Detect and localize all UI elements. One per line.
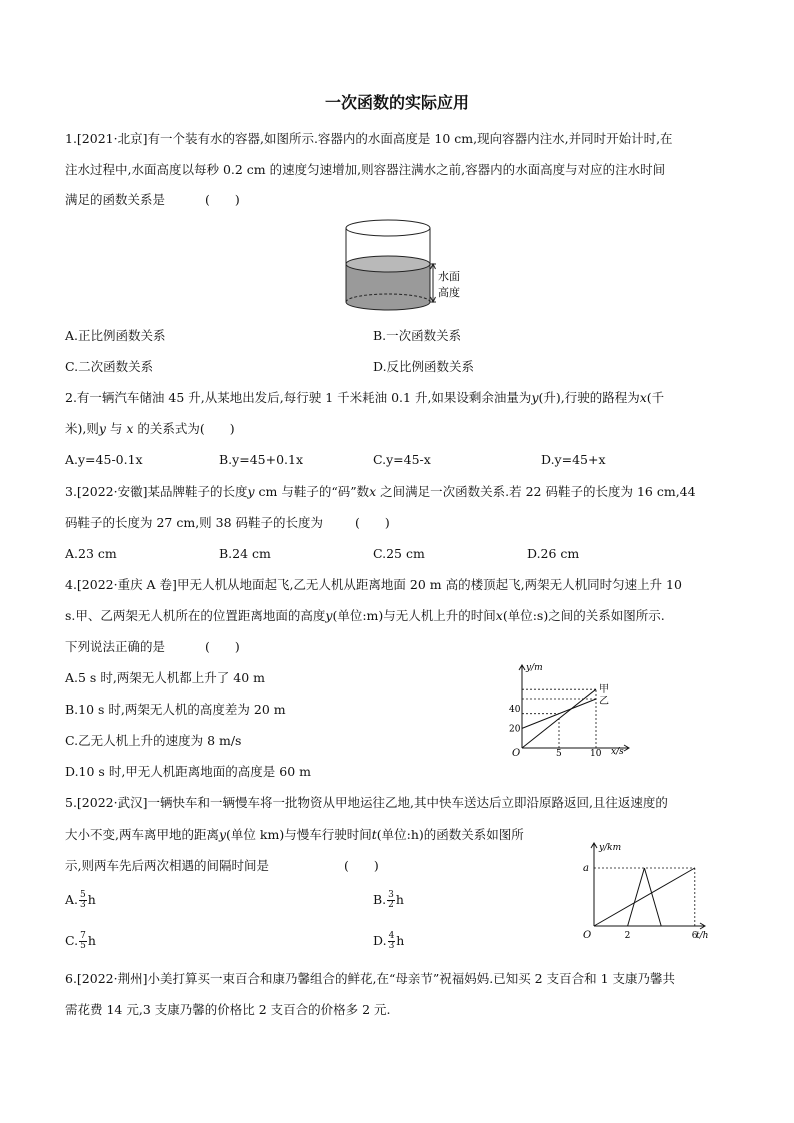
q6-line-1: 6.[2022·荆州]小美打算买一束百合和康乃馨组合的鲜花,在“母亲节”祝福妈妈.已知买 2 支百合和 1 支康乃馨共 — [65, 971, 675, 986]
series-yi-label: 乙 — [599, 696, 609, 707]
q4-option-c: C.乙无人机上升的速度为 8 m/s — [65, 733, 242, 748]
q3-option-c: C.25 cm — [373, 546, 425, 561]
numerator: 7 — [80, 931, 86, 941]
page-title: 一次函数的实际应用 — [324, 93, 469, 112]
var-x: x — [369, 484, 377, 499]
var-y: y — [98, 421, 106, 436]
q4-text: (单位:s)之间的关系如图所示. — [502, 608, 665, 623]
q2-text: (升),行驶的路程为 — [538, 390, 640, 405]
x-axis-label: t/h — [696, 931, 709, 941]
q2-line-1 — [65, 390, 664, 406]
x-axis-label: x/s — [611, 747, 624, 757]
q5-line-1: 5.[2022·武汉]一辆快车和一辆慢车将一批物资从甲地运往乙地,其中快车送达后立即沿原路返回,且往返速度的 — [65, 795, 668, 810]
answer-paren: ( ) — [205, 639, 240, 654]
y-axis-label: y/m — [526, 663, 543, 673]
series-line-1 — [594, 868, 695, 926]
q1-option-c: C.二次函数关系 — [65, 359, 154, 374]
q2-option-b: B.y=45+0.1x — [219, 452, 304, 467]
series-line-3 — [644, 868, 661, 926]
q1-option-b: B.一次函数关系 — [373, 328, 462, 343]
y-tick-label: a — [583, 863, 589, 874]
answer-paren: ( ) — [205, 192, 240, 207]
q2-line-2 — [65, 421, 235, 437]
fraction — [388, 932, 396, 951]
option-letter: D. — [373, 933, 387, 948]
option-letter: C. — [65, 933, 79, 948]
x-tick-label: 6 — [691, 931, 698, 941]
y-axis-label: y/km — [599, 843, 622, 853]
q1-option-d: D.反比例函数关系 — [373, 359, 475, 374]
q5-text: 大小不变,两车离甲地的距离 — [65, 827, 219, 842]
q2-text: (千 — [646, 390, 665, 405]
unit: h — [87, 933, 96, 948]
q3-stem-end: 码鞋子的长度为 27 cm,则 38 码鞋子的长度为 — [65, 515, 324, 530]
numerator: 3 — [388, 890, 394, 900]
q2-option-c: C.y=45-x — [373, 452, 431, 467]
unit: h — [87, 892, 96, 907]
q5-option-c — [65, 932, 96, 951]
origin-label: O — [583, 930, 592, 941]
q4-line-3 — [65, 639, 240, 655]
q3-text: 3.[2022·安徽]某品牌鞋子的长度 — [65, 484, 248, 499]
y-tick-label: 40 — [509, 704, 521, 715]
denominator: 2 — [388, 900, 394, 910]
q2-option-a: A.y=45-0.1x — [65, 452, 143, 467]
q1-option-a: A.正比例函数关系 — [65, 328, 166, 343]
fraction — [79, 932, 87, 951]
q3-line-1 — [65, 484, 696, 500]
option-letter: A. — [65, 892, 79, 907]
q2-text: 与 — [105, 421, 127, 436]
q3-option-b: B.24 cm — [219, 546, 271, 561]
q4-text: s.甲、乙两架无人机所在的位置距离地面的高度 — [65, 608, 326, 623]
q2-text: 2.有一辆汽车储油 45 升,从某地出发后,每行驶 1 千米耗油 0.1 升,如果设剩余油量为 — [65, 390, 532, 405]
origin-label: O — [512, 748, 521, 758]
x-tick-label: 10 — [590, 749, 602, 758]
q2-option-d: D.y=45+x — [541, 452, 606, 467]
y-tick-label: 20 — [509, 724, 521, 735]
var-y: y — [218, 827, 227, 842]
q5-line-3 — [65, 858, 379, 874]
q1-line-1: 1.[2021·北京]有一个装有水的容器,如图所示.容器内的水面高度是 10 cm,现向容器内注水,并同时开始计时,在 — [65, 131, 673, 146]
figure-label-height: 高度 — [438, 286, 460, 299]
denominator: 5 — [80, 941, 86, 951]
drone-height-chart — [500, 658, 640, 758]
q4-option-b: B.10 s 时,两架无人机的高度差为 20 m — [65, 702, 286, 717]
q5-option-a — [65, 891, 96, 910]
q4-option-a: A.5 s 时,两架无人机都上升了 40 m — [65, 670, 265, 685]
x-tick-label: 5 — [556, 749, 562, 758]
q3-text: 之间满足一次函数关系.若 22 码鞋子的长度为 16 cm,44 — [376, 484, 696, 499]
q5-stem-end: 示,则两车先后两次相遇的间隔时间是 — [65, 858, 269, 873]
denominator: 3 — [80, 900, 86, 910]
q1-line-2: 注水过程中,水面高度以每秒 0.2 cm 的速度匀速增加,则容器注满水之前,容器内的水面高度与对应的注水时间 — [65, 162, 666, 177]
series-jia-label: 甲 — [599, 684, 609, 696]
q5-text: (单位:h)的函数关系如图所 — [376, 827, 524, 842]
q2-text: 的关系式为( ) — [133, 421, 235, 436]
series-line-2 — [628, 868, 645, 926]
unit: h — [396, 933, 405, 948]
q5-text: (单位 km)与慢车行驶时间 — [226, 827, 372, 842]
q1-stem-end: 满足的函数关系是 — [65, 192, 166, 207]
q5-option-b — [373, 891, 404, 910]
var-x: x — [126, 421, 134, 436]
x-tick-label: 2 — [624, 931, 631, 941]
var-x: x — [495, 608, 503, 623]
var-x: x — [639, 390, 647, 405]
q3-line-2 — [65, 515, 390, 531]
unit: h — [395, 892, 404, 907]
figure-label-water: 水面 — [438, 270, 460, 283]
q3-option-a: A.23 cm — [65, 546, 117, 561]
q4-text: (单位:m)与无人机上升的时间 — [332, 608, 496, 623]
denominator: 3 — [388, 941, 395, 951]
q4-stem-end: 下列说法正确的是 — [65, 639, 166, 654]
fraction — [79, 891, 87, 910]
water-container-figure — [338, 214, 468, 324]
var-y: y — [325, 608, 333, 623]
fraction — [387, 891, 395, 910]
q1-line-3 — [65, 192, 240, 208]
answer-paren: ( ) — [343, 858, 379, 873]
numerator: 5 — [80, 890, 86, 900]
var-t: t — [371, 827, 377, 842]
q5-option-d — [373, 932, 404, 951]
option-letter: B. — [373, 892, 387, 907]
q4-line-2 — [65, 608, 665, 624]
answer-paren: ( ) — [355, 515, 390, 530]
q3-option-d: D.26 cm — [527, 546, 580, 561]
var-y: y — [531, 390, 539, 405]
q5-line-2 — [65, 827, 524, 843]
car-distance-chart — [570, 838, 718, 946]
q2-text: 米),则 — [65, 421, 99, 436]
q3-text: cm 与鞋子的“码”数 — [254, 484, 370, 499]
q4-option-d: D.10 s 时,甲无人机距离地面的高度是 60 m — [65, 764, 311, 779]
q6-line-2: 需花费 14 元,3 支康乃馨的价格比 2 支百合的价格多 2 元. — [65, 1002, 391, 1017]
var-y: y — [247, 484, 255, 499]
numerator: 4 — [388, 931, 395, 941]
q4-line-1: 4.[2022·重庆 A 卷]甲无人机从地面起飞,乙无人机从距离地面 20 m 高的楼顶起飞,两架无人机同时匀速上升 10 — [65, 577, 682, 592]
